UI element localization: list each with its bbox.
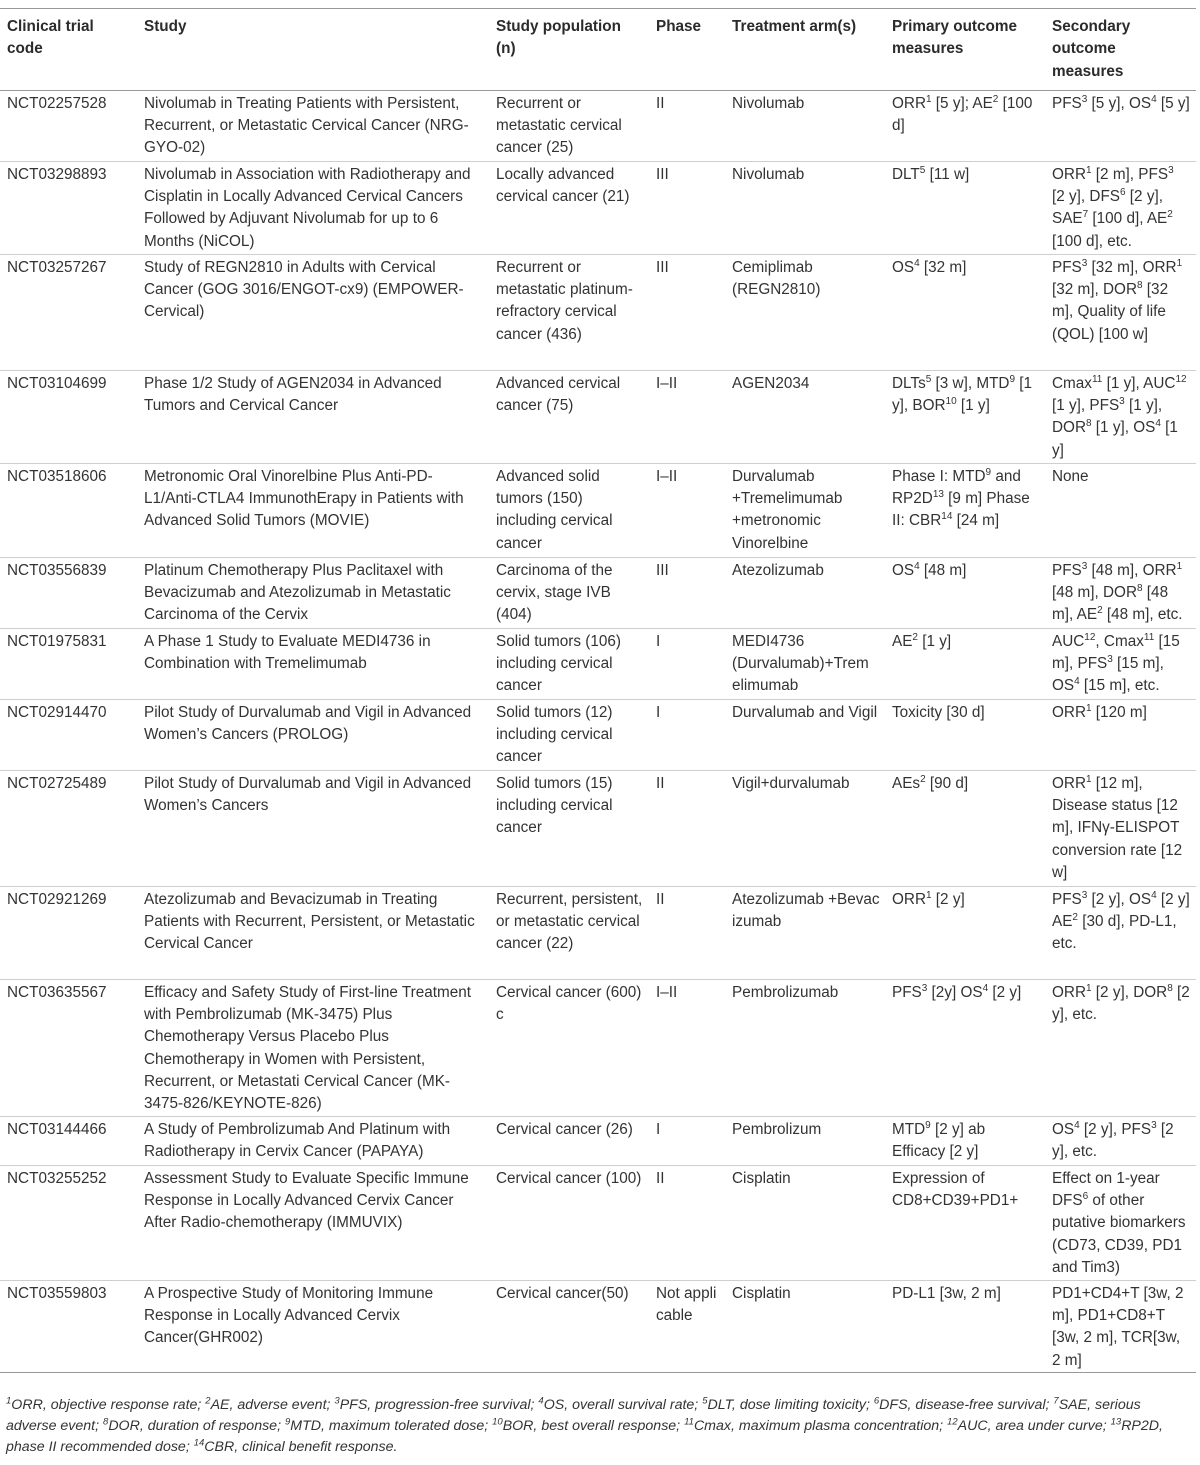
footnote-marker: 3 (1119, 396, 1125, 408)
study-population-cell: Cervical cancer (100) (496, 1169, 642, 1187)
primary-outcome-cell: ORR$^1$ [5 y]; $AE^2$ [100 d] (892, 93, 1033, 135)
footnote-marker: 11 (1143, 631, 1155, 643)
table-row (0, 370, 1196, 463)
column-header-secondary-outcome: Secondary outcome measures (1052, 18, 1131, 80)
phase-cell: I–II (656, 467, 678, 485)
primary-outcome-cell: $AE^2$ [1 y] (892, 631, 952, 650)
footnote-marker: 9 (985, 466, 992, 478)
trial-code-cell: NCT03518606 (7, 467, 107, 485)
study-population-cell: Solid tumors (15) including cervical cancer (496, 774, 613, 837)
table-row (0, 463, 1196, 557)
study-population-cell: Locally advanced cervical cancer (21) (496, 165, 630, 206)
trial-code-cell: NCT03144466 (7, 1120, 107, 1138)
study-population-cell: Cervical cancer(50) (496, 1284, 629, 1302)
phase-cell: II (656, 890, 665, 908)
secondary-outcome-cell: ORR$^1$ [120 m] (1052, 702, 1147, 721)
phase-cell: III (656, 165, 669, 183)
footnote-marker: 3 (334, 1395, 340, 1407)
footnote-marker: 12 (1175, 373, 1187, 385)
secondary-outcome-cell: AUC$^{12}$, Cmax$^{11}$ [15 m], PFS$^3$ [15 m], $OS^4$ [15 m], etc. (1052, 631, 1180, 695)
footnote-marker: 1 (1086, 164, 1092, 176)
footnote-marker: 1 (1086, 982, 1092, 994)
footnote-marker: 4 (1155, 418, 1161, 430)
footnote-marker: 4 (538, 1395, 544, 1407)
treatment-arm-cell: Atezolizumab (732, 561, 824, 579)
secondary-outcome-cell: ORR$^1$ [2 y], DOR$^8$ [2 y], etc. (1052, 982, 1190, 1024)
footnote-marker: 2 (205, 1395, 211, 1407)
footnote-marker: 9 (925, 1119, 931, 1131)
footnote-marker: 1 (926, 889, 932, 901)
footnote-marker: 6 (1082, 1191, 1089, 1203)
trial-code-cell: NCT03559803 (7, 1284, 107, 1302)
table-row (0, 1280, 1196, 1372)
study-population-cell: Solid tumors (106) including cervical cancer (496, 632, 621, 695)
study-title-cell: A Study of Pembrolizumab And Platinum with Radiotherapy in Cervix Cancer (PAPAYA) (144, 1120, 451, 1161)
footnote-marker: 1 (926, 93, 932, 105)
secondary-outcome-cell: Cmax$^{11}$ [1 y], AUC$^{12}$ [1 y], PFS$^3$ [1 y], DOR$^8$ [1 y], $OS^4$ [1 y] (1052, 373, 1187, 459)
primary-outcome-cell: MTD$^9$ [2 y] ab Efficacy [2 y] (892, 1119, 986, 1161)
table-row (0, 1116, 1196, 1165)
study-title-cell: Efficacy and Safety Study of First-line Treatment with Pembrolizumab (MK-3475) Plus Chemotherapy Versus Placebo Plus Chemotherapy in Women with Persistent, Recurrent, or Metastati Cervical Cancer (MK-3475-826/KEYNOTE-826) (144, 983, 472, 1113)
footnote-marker: 3 (1081, 93, 1088, 105)
trial-code-cell: NCT02921269 (7, 890, 107, 908)
primary-outcome-cell: DLT$^5$ [11 w] (892, 164, 970, 183)
trial-code-cell: NCT03255252 (7, 1169, 107, 1187)
footnote-marker: 4 (982, 982, 989, 994)
study-title-cell: Study of REGN2810 in Adults with Cervical Cancer (GOG 3016/ENGOT-cx9) (EMPOWER-Cervical) (144, 258, 464, 321)
treatment-arm-cell: Nivolumab (732, 94, 805, 112)
study-population-cell: Recurrent, persistent, or metastatic cervical cancer (22) (496, 890, 643, 953)
phase-cell: I–II (656, 374, 678, 392)
study-title-cell: Nivolumab in Association with Radiotherapy and Cisplatin in Locally Advanced Cervical Cancers Followed by Adjuvant Nivolumab for up to 6 Months (NiCOL) (144, 165, 471, 250)
primary-outcome-cell: Expression of CD8+CD39+PD1+ (892, 1169, 1019, 1210)
column-header-code: Clinical trial code (7, 18, 94, 58)
table-row (0, 557, 1196, 628)
footnote-marker: 2 (1167, 209, 1173, 221)
table-row (0, 979, 1196, 1116)
study-title-cell: Nivolumab in Treating Patients with Persistent, Recurrent, or Metastatic Cervical Cancer (NRG-GYO-02) (144, 94, 469, 157)
phase-cell: II (656, 94, 665, 112)
trial-code-cell: NCT01975831 (7, 632, 107, 650)
footnote-marker: 4 (1074, 676, 1080, 688)
secondary-outcome-cell: PFS$^3$ [5 y], $OS^4$ [5 y] (1052, 93, 1190, 112)
treatment-arm-cell: Vigil+durvalumab (732, 774, 850, 792)
footnote-marker: 3 (1107, 654, 1113, 666)
footnote-marker: 9 (1009, 373, 1016, 385)
study-title-cell: Metronomic Oral Vinorelbine Plus Anti-PD-L1/Anti-CTLA4 ImmunothErapy in Patients with Advanced Solid Tumors (MOVIE) (144, 467, 464, 530)
footnote-marker: 1 (6, 1395, 12, 1407)
footnote-marker: 8 (103, 1416, 109, 1428)
secondary-outcome-cell: PD1+CD4+T [3w, 2 m], PD1+CD8+T [3w, 2 m], TCR[3w, 2 m] (1052, 1284, 1184, 1369)
study-title-cell: Pilot Study of Durvalumab and Vigil in Advanced Women’s Cancers (144, 774, 472, 815)
table-row (0, 770, 1196, 886)
primary-outcome-cell: PFS$^3$ [2y] $OS^4$ [2 y] (892, 982, 1022, 1001)
secondary-outcome-cell: PFS$^3$ [32 m], ORR$^1$ [32 m], DOR$^8$ [32 m], Quality of life (QOL) [100 w] (1052, 257, 1183, 343)
primary-outcome-cell: AEs$^2$ [90 d] (892, 773, 969, 792)
table-row (0, 90, 1196, 161)
primary-outcome-cell: PD-L1 [3w, 2 m] (892, 1284, 1001, 1302)
treatment-arm-cell: Nivolumab (732, 165, 805, 183)
trial-code-cell: NCT02725489 (7, 774, 107, 792)
primary-outcome-cell: $OS^4$ [32 m] (892, 257, 967, 276)
study-title-cell: Pilot Study of Durvalumab and Vigil in Advanced Women’s Cancers (PROLOG) (144, 703, 472, 744)
footnote-marker: 1 (1176, 257, 1183, 269)
phase-cell: II (656, 1169, 665, 1187)
treatment-arm-cell: Cisplatin (732, 1284, 791, 1302)
trial-code-cell: NCT02257528 (7, 94, 107, 112)
clinical-trials-table (0, 8, 1196, 1373)
treatment-arm-cell: Cemiplimab (REGN2810) (732, 258, 821, 299)
footnote-marker: 5 (925, 373, 932, 385)
treatment-arm-cell: MEDI4736 (Durvalumab)+Trem elimumab (732, 632, 869, 695)
footnote-marker: 2 (912, 631, 918, 643)
phase-cell: I (656, 703, 661, 721)
primary-outcome-cell: Toxicity [30 d] (892, 703, 985, 721)
study-title-cell: Atezolizumab and Bevacizumab in Treating Patients with Recurrent, Persistent, or Metastatic Cervical Cancer (144, 890, 475, 953)
footnote-marker: 14 (193, 1437, 205, 1449)
footnote-marker: 8 (1086, 418, 1092, 430)
table-row (0, 254, 1196, 370)
study-population-cell: Cervical cancer (26) (496, 1120, 633, 1138)
trial-code-cell: NCT02914470 (7, 703, 107, 721)
treatment-arm-cell: Pembrolizumab (732, 983, 839, 1001)
footnote-marker: 9 (284, 1416, 291, 1428)
study-population-cell: Recurrent or metastatic platinum-refractory cervical cancer (436) (496, 258, 633, 343)
footnote-marker: 7 (1053, 1395, 1059, 1407)
footnote-marker: 10 (945, 396, 957, 408)
footnote-marker: 3 (1081, 889, 1088, 901)
trial-code-cell: NCT03104699 (7, 374, 107, 392)
study-population-cell: Carcinoma of the cervix, stage IVB (404) (496, 561, 613, 624)
footnote-marker: 5 (919, 164, 926, 176)
footnote-marker: 6 (873, 1395, 880, 1407)
secondary-outcome-cell: $OS^4$ [2 y], PFS$^3$ [2 y], etc. (1052, 1119, 1174, 1161)
footnote-marker: 4 (1151, 93, 1157, 105)
footnote-marker: 8 (1137, 280, 1143, 292)
secondary-outcome-cell: Effect on 1-year DFS$^6$ of other putative biomarkers (CD73, CD39, PD1 and Tim3) (1052, 1169, 1186, 1277)
table-row (0, 161, 1196, 254)
footnote-marker: 7 (1082, 209, 1089, 221)
table-header-row (0, 9, 1196, 91)
footnote-marker: 4 (914, 257, 920, 269)
phase-cell: I–II (656, 983, 678, 1001)
study-title-cell: Platinum Chemotherapy Plus Paclitaxel with Bevacizumab and Atezolizumab in Metastatic Carcinoma of the Cervix (144, 561, 451, 624)
footnote-marker: 1 (1176, 560, 1183, 572)
trial-code-cell: NCT03257267 (7, 258, 107, 276)
treatment-arm-cell: Atezolizumab +Bevac izumab (732, 890, 880, 931)
footnote-marker: 5 (702, 1395, 708, 1407)
study-title-cell: A Prospective Study of Monitoring Immune Response in Locally Advanced Cervix Cancer(GHR002) (144, 1284, 434, 1347)
primary-outcome-cell: Phase I: MTD$^9$ and $RP2D^{13}$ [9 m] Phase II: CBR$^{14}$ [24 m] (892, 466, 1030, 530)
treatment-arm-cell: Pembrolizum (732, 1120, 822, 1138)
footnote-marker: 6 (1120, 187, 1126, 199)
phase-cell: Not appli cable (656, 1284, 717, 1325)
phase-cell: I (656, 1120, 661, 1138)
study-title-cell: Assessment Study to Evaluate Specific Immune Response in Locally Advanced Cervix Cancer After Radio-chemotherapy (IMMUVIX) (144, 1169, 469, 1232)
footnote-marker: 4 (1074, 1119, 1080, 1131)
column-header-treatment: Treatment arm(s) (732, 18, 857, 35)
study-population-cell: Solid tumors (12) including cervical cancer (496, 703, 613, 766)
treatment-arm-cell: Durvalumab and Vigil (732, 703, 878, 721)
study-population-cell: Advanced solid tumors (150) including cervical cancer (496, 467, 613, 552)
table-row (0, 699, 1196, 770)
trial-code-cell: NCT03556839 (7, 561, 107, 579)
secondary-outcome-cell: None (1052, 467, 1089, 485)
trial-code-cell: NCT03635567 (7, 983, 107, 1001)
primary-outcome-cell: $OS^4$ [48 m] (892, 560, 967, 579)
footnote-marker: 3 (1168, 164, 1174, 176)
column-header-population: Study population (n) (496, 18, 621, 58)
footnote-marker: 13 (1110, 1416, 1122, 1428)
phase-cell: II (656, 774, 665, 792)
footnote-marker: 13 (932, 489, 944, 501)
secondary-outcome-cell: PFS$^3$ [2 y], $OS^4$ [2 y] $AE^2$ [30 d], PD-L1, etc. (1052, 889, 1190, 953)
treatment-arm-cell: Durvalumab +Tremelimumab +metronomic Vinorelbine (732, 467, 843, 552)
column-header-phase: Phase (656, 18, 702, 35)
table-body (0, 90, 1196, 1372)
secondary-outcome-cell: PFS$^3$ [48 m], ORR$^1$ [48 m], DOR$^8$ [48 m], $AE^2$ [48 m], etc. (1052, 560, 1183, 624)
footnote-marker: 12 (1084, 631, 1096, 643)
treatment-arm-cell: AGEN2034 (732, 374, 810, 392)
footnote-marker: 4 (1151, 889, 1157, 901)
treatment-arm-cell: Cisplatin (732, 1169, 791, 1187)
phase-cell: I (656, 632, 661, 650)
footnote-marker: 3 (921, 982, 928, 994)
table-row (0, 886, 1196, 979)
study-title-cell: Phase 1/2 Study of AGEN2034 in Advanced Tumors and Cervical Cancer (144, 374, 442, 415)
footnote-marker: 1 (1086, 702, 1092, 714)
footnote-marker: 10 (492, 1416, 503, 1428)
footnote-marker: 4 (914, 560, 920, 572)
footnote-marker: 8 (1137, 583, 1143, 595)
footnote-marker: 2 (992, 93, 999, 105)
study-population-cell: Recurrent or metastatic cervical cancer (25) (496, 94, 622, 157)
table-row (0, 628, 1196, 699)
phase-cell: III (656, 258, 669, 276)
footnote-marker: 1 (1086, 773, 1092, 785)
secondary-outcome-cell: ORR$^1$ [12 m], Disease status [12 m], IFNγ-ELISPOT conversion rate [12 w] (1052, 773, 1183, 882)
footnote-marker: 3 (1081, 257, 1088, 269)
table-row (0, 1165, 1196, 1280)
footnote-marker: 2 (920, 773, 926, 785)
footnote-marker: 3 (1081, 560, 1088, 572)
footnote-marker: 11 (684, 1416, 694, 1428)
study-title-cell: A Phase 1 Study to Evaluate MEDI4736 in Combination with Tremelimumab (144, 632, 431, 673)
primary-outcome-cell: ORR$^1$ [2 y] (892, 889, 965, 908)
study-population-cell: Cervical cancer (600) c (496, 983, 642, 1024)
primary-outcome-cell: DLTs$^5$ [3 w], MTD$^9$ [1 y], BOR$^{10}$ [1 y] (892, 373, 1033, 415)
footnote-marker: 11 (1091, 373, 1103, 385)
footnote-marker: 8 (1167, 982, 1173, 994)
study-population-cell: Advanced cervical cancer (75) (496, 374, 621, 415)
column-header-study: Study (144, 18, 187, 35)
footnote-marker: 14 (941, 511, 953, 523)
footnote-marker: 2 (1097, 605, 1103, 617)
footnote-marker: 3 (1151, 1119, 1157, 1131)
footnote-marker: 2 (1072, 912, 1078, 924)
trial-code-cell: NCT03298893 (7, 165, 107, 183)
table-footnote: $^1$ORR, objective response rate; $^2$AE, adverse event; $^3$PFS, progression-free survival; $^4$OS, overall survival rate; $^5$DLT, dose limiting toxicity; $^6$DFS, disease-free survival; $^7$SAE, serious adverse event; $^8$DOR, duration of response; $^9$MTD, maximum tolerated dose; $^{10}$BOR, best overall response; $^{11}$Cmax, maximum plasma concentration; $^{12}$AUC, area under curve; $^{13}$RP2D, phase II recommended dose; $^{14}$CBR, clinical benefit response. (6, 1395, 1163, 1455)
phase-cell: III (656, 561, 669, 579)
column-header-primary-outcome: Primary outcome measures (892, 18, 1017, 58)
footnote-marker: 12 (947, 1416, 958, 1428)
secondary-outcome-cell: ORR$^1$ [2 m], PFS$^3$ [2 y], DFS$^6$ [2 y], SAE$^7$ [100 d], $AE^2$ [100 d], etc. (1052, 164, 1174, 250)
